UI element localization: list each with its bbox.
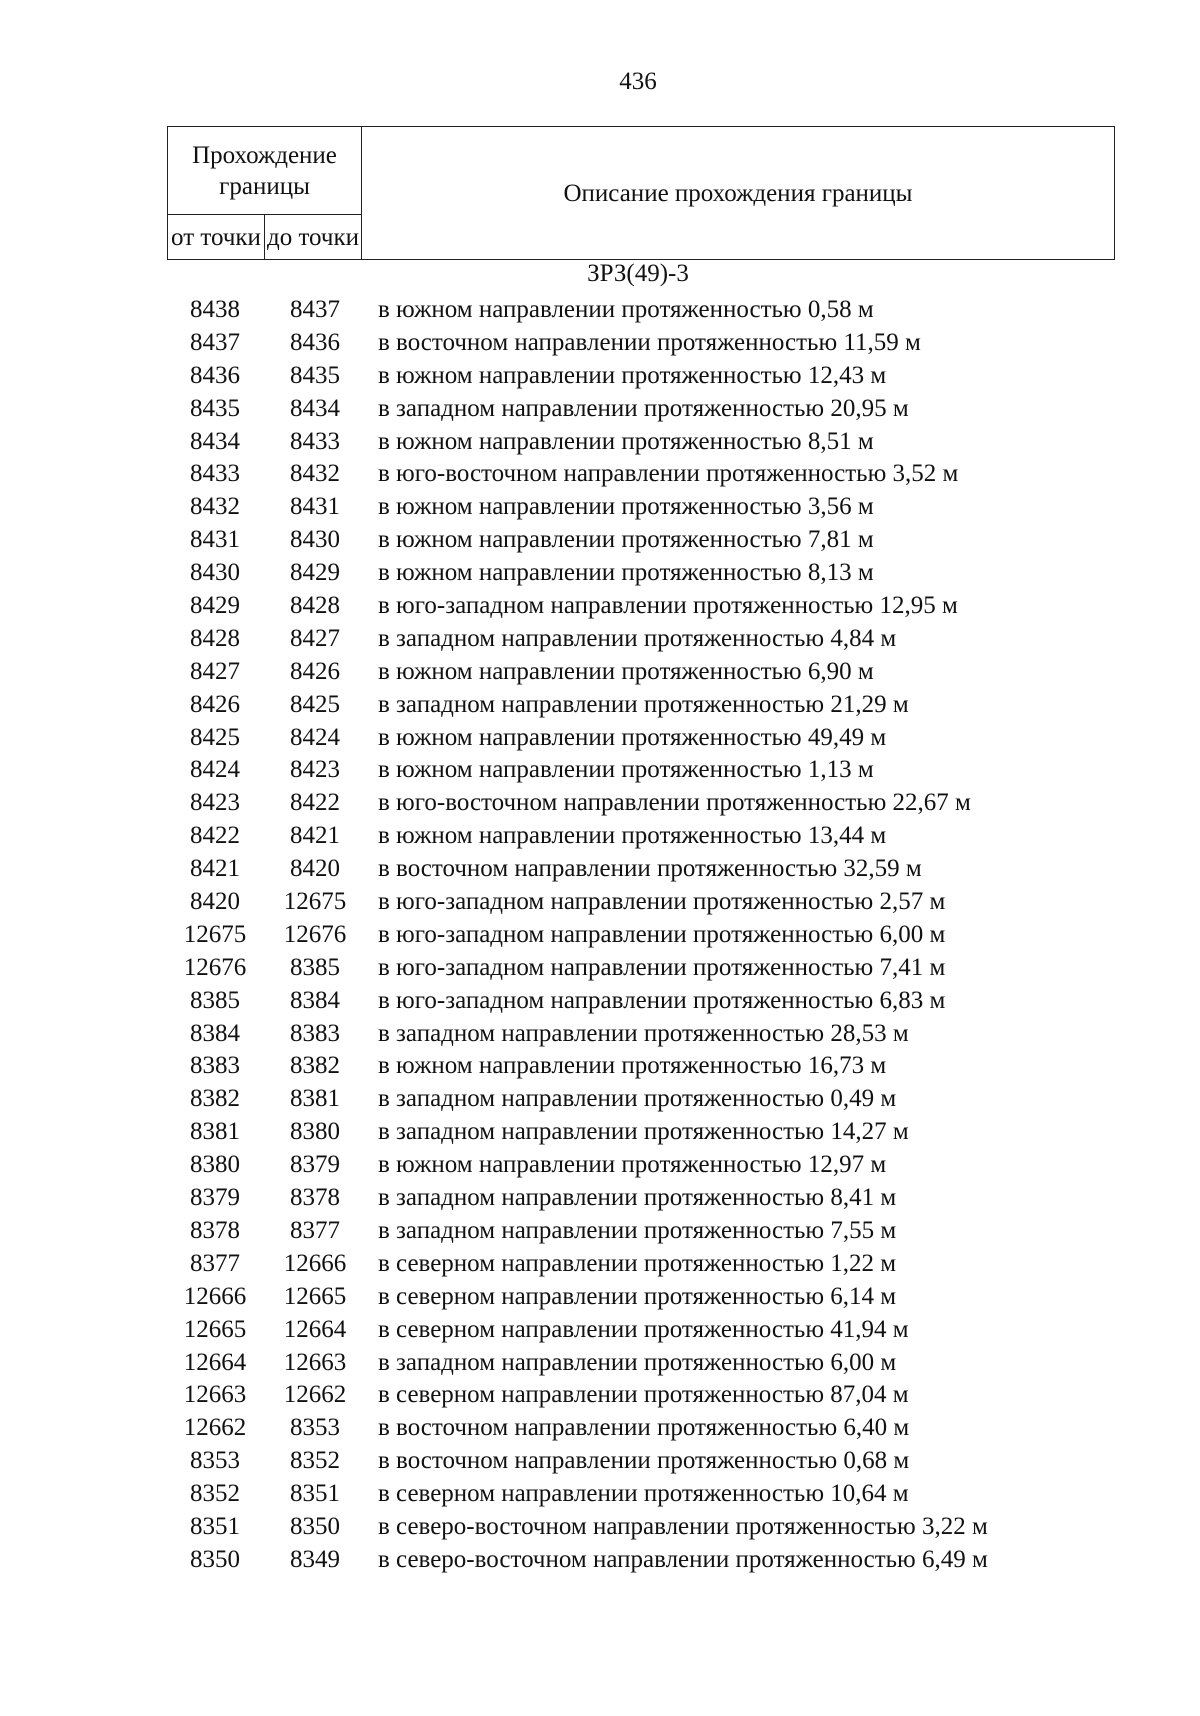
from-point: 8435 xyxy=(190,394,240,422)
table-row xyxy=(0,820,1200,853)
table-row xyxy=(0,1018,1200,1051)
to-point: 8350 xyxy=(290,1512,340,1540)
table-row xyxy=(0,393,1200,426)
to-point: 12662 xyxy=(283,1381,347,1409)
boundary-description: в южном направлении протяженностью 3,56 м xyxy=(378,493,874,521)
from-point: 8421 xyxy=(190,855,240,883)
table-row xyxy=(0,919,1200,952)
from-point: 8420 xyxy=(190,888,240,916)
boundary-description: в юго-западном направлении протяженностью 6,00 м xyxy=(378,920,946,948)
from-point: 8431 xyxy=(190,526,240,554)
from-point: 8433 xyxy=(190,460,240,488)
boundary-description: в восточном направлении протяженностью 0,68 м xyxy=(378,1447,910,1475)
to-point: 12663 xyxy=(283,1348,347,1376)
to-point: 8383 xyxy=(290,1019,340,1047)
boundary-description: в северо-восточном направлении протяженностью 3,22 м xyxy=(378,1512,988,1540)
table-row xyxy=(0,458,1200,491)
header-to-point: до точки xyxy=(265,215,362,260)
header-description: Описание прохождения границы xyxy=(362,127,1115,260)
table-row xyxy=(0,853,1200,886)
to-point: 8380 xyxy=(290,1118,340,1146)
to-point: 12664 xyxy=(283,1315,347,1343)
to-point: 8351 xyxy=(290,1480,340,1508)
from-point: 8429 xyxy=(190,592,240,620)
boundary-description: в южном направлении протяженностью 12,43 м xyxy=(378,361,887,389)
header-boundary-passage: Прохождение границы xyxy=(168,127,362,215)
to-point: 12665 xyxy=(283,1282,347,1310)
table-row xyxy=(0,557,1200,590)
from-point: 8385 xyxy=(190,986,240,1014)
table-row xyxy=(0,1544,1200,1577)
from-point: 8427 xyxy=(190,657,240,685)
from-point: 12664 xyxy=(183,1348,247,1376)
boundary-description: в южном направлении протяженностью 0,58 м xyxy=(378,296,874,323)
table-row xyxy=(0,886,1200,919)
boundary-table-header xyxy=(167,126,1115,260)
boundary-description: в южном направлении протяженностью 8,13 м xyxy=(378,559,874,587)
to-point: 8430 xyxy=(290,526,340,554)
to-point: 8427 xyxy=(290,624,340,652)
from-point: 8380 xyxy=(190,1151,240,1179)
from-point: 12676 xyxy=(183,953,247,981)
boundary-description: в северном направлении протяженностью 41,94 м xyxy=(378,1315,909,1343)
table-row xyxy=(0,590,1200,623)
table-row xyxy=(0,360,1200,393)
table-row xyxy=(0,1478,1200,1511)
to-point: 12666 xyxy=(283,1249,347,1277)
from-point: 8382 xyxy=(190,1085,240,1113)
boundary-description: в восточном направлении протяженностью 6,40 м xyxy=(378,1414,910,1442)
boundary-description: в южном направлении протяженностью 6,90 м xyxy=(378,657,874,685)
from-point: 8383 xyxy=(190,1052,240,1080)
from-point: 8384 xyxy=(190,1019,240,1047)
boundary-description: в восточном направлении протяженностью 11,59 м xyxy=(378,328,921,356)
table-row xyxy=(0,327,1200,360)
table-row xyxy=(0,524,1200,557)
from-point: 12665 xyxy=(183,1315,247,1343)
table-row xyxy=(0,1511,1200,1544)
from-point: 8422 xyxy=(190,822,240,850)
boundary-description: в южном направлении протяженностью 16,73 м xyxy=(378,1052,887,1080)
table-row xyxy=(0,623,1200,656)
table-row xyxy=(0,1445,1200,1478)
boundary-description: в западном направлении протяженностью 21,29 м xyxy=(378,690,909,718)
boundary-description: в южном направлении протяженностью 8,51 м xyxy=(378,427,874,455)
table-row xyxy=(0,426,1200,459)
to-point: 8378 xyxy=(290,1184,340,1212)
boundary-description: в западном направлении протяженностью 20,95 м xyxy=(378,394,909,422)
table-row xyxy=(0,294,1200,327)
boundary-description: в северном направлении протяженностью 10,64 м xyxy=(378,1480,909,1508)
from-point: 8353 xyxy=(190,1447,240,1475)
to-point: 8433 xyxy=(290,427,340,455)
to-point: 8421 xyxy=(290,822,340,850)
to-point: 8385 xyxy=(290,953,340,981)
to-point: 8353 xyxy=(290,1414,340,1442)
to-point: 8434 xyxy=(290,394,340,422)
to-point: 8435 xyxy=(290,361,340,389)
from-point: 8432 xyxy=(190,493,240,521)
to-point: 8426 xyxy=(290,657,340,685)
from-point: 8352 xyxy=(190,1480,240,1508)
from-point: 8425 xyxy=(190,723,240,751)
table-row xyxy=(0,1215,1200,1248)
to-point: 8352 xyxy=(290,1447,340,1475)
page-number: 436 xyxy=(619,68,657,95)
table-row xyxy=(0,1281,1200,1314)
boundary-description: в западном направлении протяженностью 28,53 м xyxy=(378,1019,909,1047)
from-point: 8434 xyxy=(190,427,240,455)
to-point: 8379 xyxy=(290,1151,340,1179)
boundary-description: в северном направлении протяженностью 6,14 м xyxy=(378,1282,897,1310)
table-row xyxy=(0,689,1200,722)
boundary-rows xyxy=(0,294,1200,1577)
table-row xyxy=(0,754,1200,787)
from-point: 8351 xyxy=(190,1512,240,1540)
to-point: 8382 xyxy=(290,1052,340,1080)
boundary-description: в южном направлении протяженностью 13,44 м xyxy=(378,822,887,850)
from-point: 12663 xyxy=(183,1381,247,1409)
table-row xyxy=(0,656,1200,689)
section-title: ЗРЗ(49)-3 xyxy=(587,260,689,287)
boundary-description: в западном направлении протяженностью 6,00 м xyxy=(378,1348,897,1376)
boundary-description: в юго-восточном направлении протяженностью 3,52 м xyxy=(378,460,959,488)
to-point: 8437 xyxy=(290,296,340,323)
boundary-description: в юго-западном направлении протяженностью 12,95 м xyxy=(378,592,958,620)
from-point: 8379 xyxy=(190,1184,240,1212)
table-row xyxy=(0,1149,1200,1182)
boundary-description: в западном направлении протяженностью 0,49 м xyxy=(378,1085,897,1113)
to-point: 8384 xyxy=(290,986,340,1014)
from-point: 8424 xyxy=(190,756,240,784)
to-point: 8425 xyxy=(290,690,340,718)
boundary-description: в южном направлении протяженностью 12,97 м xyxy=(378,1151,887,1179)
from-point: 8437 xyxy=(190,328,240,356)
table-row xyxy=(0,1050,1200,1083)
boundary-description: в восточном направлении протяженностью 32,59 м xyxy=(378,855,922,883)
from-point: 8430 xyxy=(190,559,240,587)
boundary-description: в южном направлении протяженностью 1,13 м xyxy=(378,756,874,784)
to-point: 8436 xyxy=(290,328,340,356)
table-row xyxy=(0,1314,1200,1347)
boundary-description: в северном направлении протяженностью 1,22 м xyxy=(378,1249,897,1277)
boundary-description: в южном направлении протяженностью 49,49 м xyxy=(378,723,887,751)
from-point: 12675 xyxy=(183,920,247,948)
table-row xyxy=(0,722,1200,755)
table-row xyxy=(0,985,1200,1018)
boundary-description: в южном направлении протяженностью 7,81 м xyxy=(378,526,874,554)
to-point: 8424 xyxy=(290,723,340,751)
boundary-description: в юго-западном направлении протяженностью 2,57 м xyxy=(378,888,946,916)
header-from-point: от точки xyxy=(168,215,265,260)
to-point: 8349 xyxy=(290,1545,340,1573)
to-point: 8432 xyxy=(290,460,340,488)
to-point: 8422 xyxy=(290,789,340,817)
to-point: 12675 xyxy=(283,888,347,916)
from-point: 8423 xyxy=(190,789,240,817)
from-point: 12662 xyxy=(183,1414,247,1442)
boundary-description: в юго-восточном направлении протяженностью 22,67 м xyxy=(378,789,971,817)
boundary-description: в юго-западном направлении протяженностью 6,83 м xyxy=(378,986,946,1014)
from-point: 12666 xyxy=(183,1282,247,1310)
from-point: 8428 xyxy=(190,624,240,652)
table-row xyxy=(0,1083,1200,1116)
from-point: 8378 xyxy=(190,1216,240,1244)
from-point: 8350 xyxy=(190,1545,240,1573)
table-row xyxy=(0,787,1200,820)
table-row xyxy=(0,952,1200,985)
boundary-description: в западном направлении протяженностью 8,41 м xyxy=(378,1184,897,1212)
table-row xyxy=(0,1248,1200,1281)
from-point: 8377 xyxy=(190,1249,240,1277)
table-row xyxy=(0,1116,1200,1149)
boundary-description: в западном направлении протяженностью 14,27 м xyxy=(378,1118,909,1146)
to-point: 8377 xyxy=(290,1216,340,1244)
table-row xyxy=(0,1379,1200,1412)
from-point: 8438 xyxy=(190,296,240,323)
to-point: 8381 xyxy=(290,1085,340,1113)
boundary-description: в западном направлении протяженностью 4,84 м xyxy=(378,624,897,652)
boundary-description: в северо-восточном направлении протяженностью 6,49 м xyxy=(378,1545,988,1573)
from-point: 8426 xyxy=(190,690,240,718)
from-point: 8381 xyxy=(190,1118,240,1146)
to-point: 8431 xyxy=(290,493,340,521)
to-point: 8429 xyxy=(290,559,340,587)
table-row xyxy=(0,1412,1200,1445)
table-row xyxy=(0,491,1200,524)
from-point: 8436 xyxy=(190,361,240,389)
boundary-description: в западном направлении протяженностью 7,55 м xyxy=(378,1216,897,1244)
table-row xyxy=(0,1182,1200,1215)
to-point: 12676 xyxy=(283,920,347,948)
table-row xyxy=(0,1347,1200,1380)
boundary-description: в северном направлении протяженностью 87,04 м xyxy=(378,1381,909,1409)
to-point: 8423 xyxy=(290,756,340,784)
to-point: 8420 xyxy=(290,855,340,883)
boundary-description: в юго-западном направлении протяженностью 7,41 м xyxy=(378,953,946,981)
to-point: 8428 xyxy=(290,592,340,620)
